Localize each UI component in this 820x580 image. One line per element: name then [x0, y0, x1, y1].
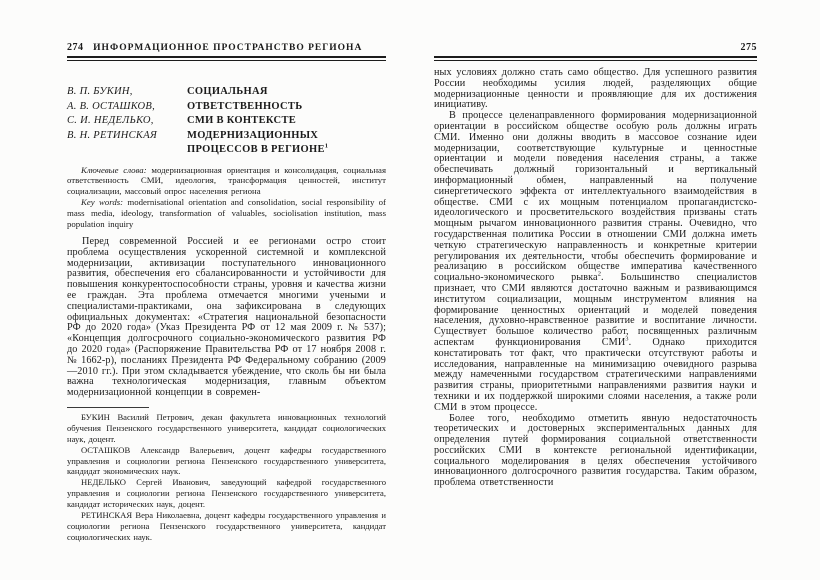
running-title: ИНФОРМАЦИОННОЕ ПРОСТРАНСТВО РЕГИОНА	[93, 43, 363, 53]
author-name: В. П. БУКИН,	[67, 86, 133, 97]
paragraph-text: В процессе целенаправленного формирования модернизационной ориентации в российском обществе особую роль должны играть СМИ. Именно они должны вводить в массовое сознание идеи модернизации, соответствующие культурные и ценностные ориентации и модели поведения населения страны, а также обеспечивать должный горизонтальный и вертикальный информационный обмен, направленный на получение синергетического эффекта от интеллектуального взаимодействия в обществе. СМИ с их мощным потенциалом пропагандистско-идеологического и просветительского воздействия призваны стать мощным рычагом инновационного развития страны. Очевидно, что государственная политика России в отношении СМИ должна иметь четкую стратегическую направленность и конкретные критерии регулирования их деятельности, чтобы обеспечить формирование и реализацию в российском обществе императива качественного социально-экономического рывка	[434, 110, 757, 284]
byline-block	[67, 85, 386, 158]
body-paragraph-continuation: ных условиях должно стать само общество. Для успешного развития России необходимы усилия людей, разделяющих общие модернизационные ценности и проявляющие для их достижения инициативу.	[434, 67, 757, 111]
header-double-rule	[434, 56, 757, 61]
keywords-en	[67, 197, 386, 230]
author-name: В. Н. РЕТИНСКАЯ	[67, 129, 158, 141]
keywords-ru-text: модернизационная ориентация и консолидация, социальная ответственность СМИ, идеология, трансформация ценностей, институт социализации, массовый опрос населения региона	[67, 164, 386, 197]
footnote-author-bio: НЕДЕЛЬКО Сергей Иванович, заведующий кафедрой государственного управления и социологии региона Пензенского государственного университета, кандидат исторических наук, доцент.	[67, 477, 386, 510]
footnote-rule	[67, 407, 149, 408]
footnote-reference-mark: 2	[597, 270, 602, 278]
page-left	[67, 42, 386, 543]
paragraph-text: . Однако приходится констатировать тот факт, что практически отсутствуют работы и исследования, направленные на минимизацию очевидного разрыва между намеченными государством стратегическими направлениями развития страны, приоритетными направлениями развития науки и техники и их поддержкой широкими слоями населения, а также роли СМИ в этом процессе.	[434, 336, 757, 413]
footnote-reference-mark: 3	[625, 335, 629, 343]
article-title-line	[187, 143, 386, 158]
footnote-author-bio: РЕТИНСКАЯ Вера Николаевна, доцент кафедры государственного управления и социологии региона Пензенского государственного университета, кандидат социологических наук.	[67, 510, 386, 542]
author-name: С. И. НЕДЕЛЬКО,	[67, 115, 154, 126]
right-page-number: 275	[740, 42, 757, 53]
header-double-rule	[67, 56, 386, 61]
left-page-header	[67, 42, 386, 53]
author-name: А. В. ОСТАШКОВ,	[67, 100, 156, 112]
footnote-author-bio: БУКИН Василий Петрович, декан факультета инновационных технологий обучения Пензенского государственного университета, кандидат социологических наук, доцент.	[67, 411, 386, 444]
footnote-author-bio: ОСТАШКОВ Александр Валерьевич, доцент кафедры государственного управления и социологии региона Пензенского государственного университета, кандидат экономических наук.	[67, 444, 386, 477]
keywords-ru	[67, 165, 386, 198]
keywords-en-text: modernisational orientation and consolidation, social responsibility of mass media, ideology, transformation of valuables, sociolisation institution, mass population inquiry	[67, 197, 386, 230]
left-page-number: 274	[67, 42, 84, 53]
article-title-line: СМИ В КОНТЕКСТЕ	[187, 115, 297, 126]
article-title-line: СОЦИАЛЬНАЯ ОТВЕТСТВЕННОСТЬ	[187, 86, 303, 112]
body-paragraph	[434, 111, 757, 413]
article-title-line: МОДЕРНИЗАЦИОННЫХ	[187, 129, 319, 141]
authors-list	[67, 85, 187, 158]
article-title	[187, 85, 386, 158]
article-title-line-text: ПРОЦЕССОВ В РЕГИОНЕ	[187, 144, 325, 155]
page-right	[434, 42, 757, 489]
title-footnote-mark: 1	[324, 142, 329, 150]
right-page-header	[434, 42, 757, 53]
keywords-en-label: Key words:	[81, 197, 124, 208]
body-paragraph: Перед современной Россией и ее регионами остро стоит проблема осуществления ускоренной системной и комплексной модернизации, активизации поступательного инновационного развития, обеспечения его сбалансированности и устойчивости для повышения конкурентоспособности страны, уровня и качества жизни ее граждан. Эта проблема отмечается многими учеными и специалистами-практиками, она зафиксирована в следующих официальных документах: «Стратегия национальной безопасности РФ до 2020 года» (Указ Президента РФ от 12 мая 2009 г. № 537); «Концепция долгосрочного социально-экономического развития РФ до 2020 года» (Распоряжение Правительства РФ от 17 ноября 2008 г. № 1662-р), посланиях Президента РФ Федеральному собранию (2009—2010 гг.). При этом складывается убеждение, что сколь бы ни была важна технологическая модернизация, главным объектом модернизационной концепции в современ-	[67, 235, 386, 399]
paragraph-text: . Большинство специалистов признает, что СМИ являются достаточно важным и развивающимся институтом социализации, мощным инструментом влияния на формирование ценностных ориентаций и моделей поведения населения, духовно-нравственное развитие и воспитание личности. Существует большое количество работ, посвященных различным аспектам функционирования СМИ	[434, 272, 757, 348]
keywords-ru-label: Ключевые слова:	[81, 164, 147, 175]
body-paragraph: Более того, необходимо отметить явную недостаточность теоретических и достоверных экспериментальных данных для определения путей формирования социальной ответственности российских СМИ в контексте региональной идентификации, социального моделирования в целях обеспечения устойчивого инновационного долгосрочного развития государства. Таким образом, проблема ответственности	[434, 412, 757, 489]
